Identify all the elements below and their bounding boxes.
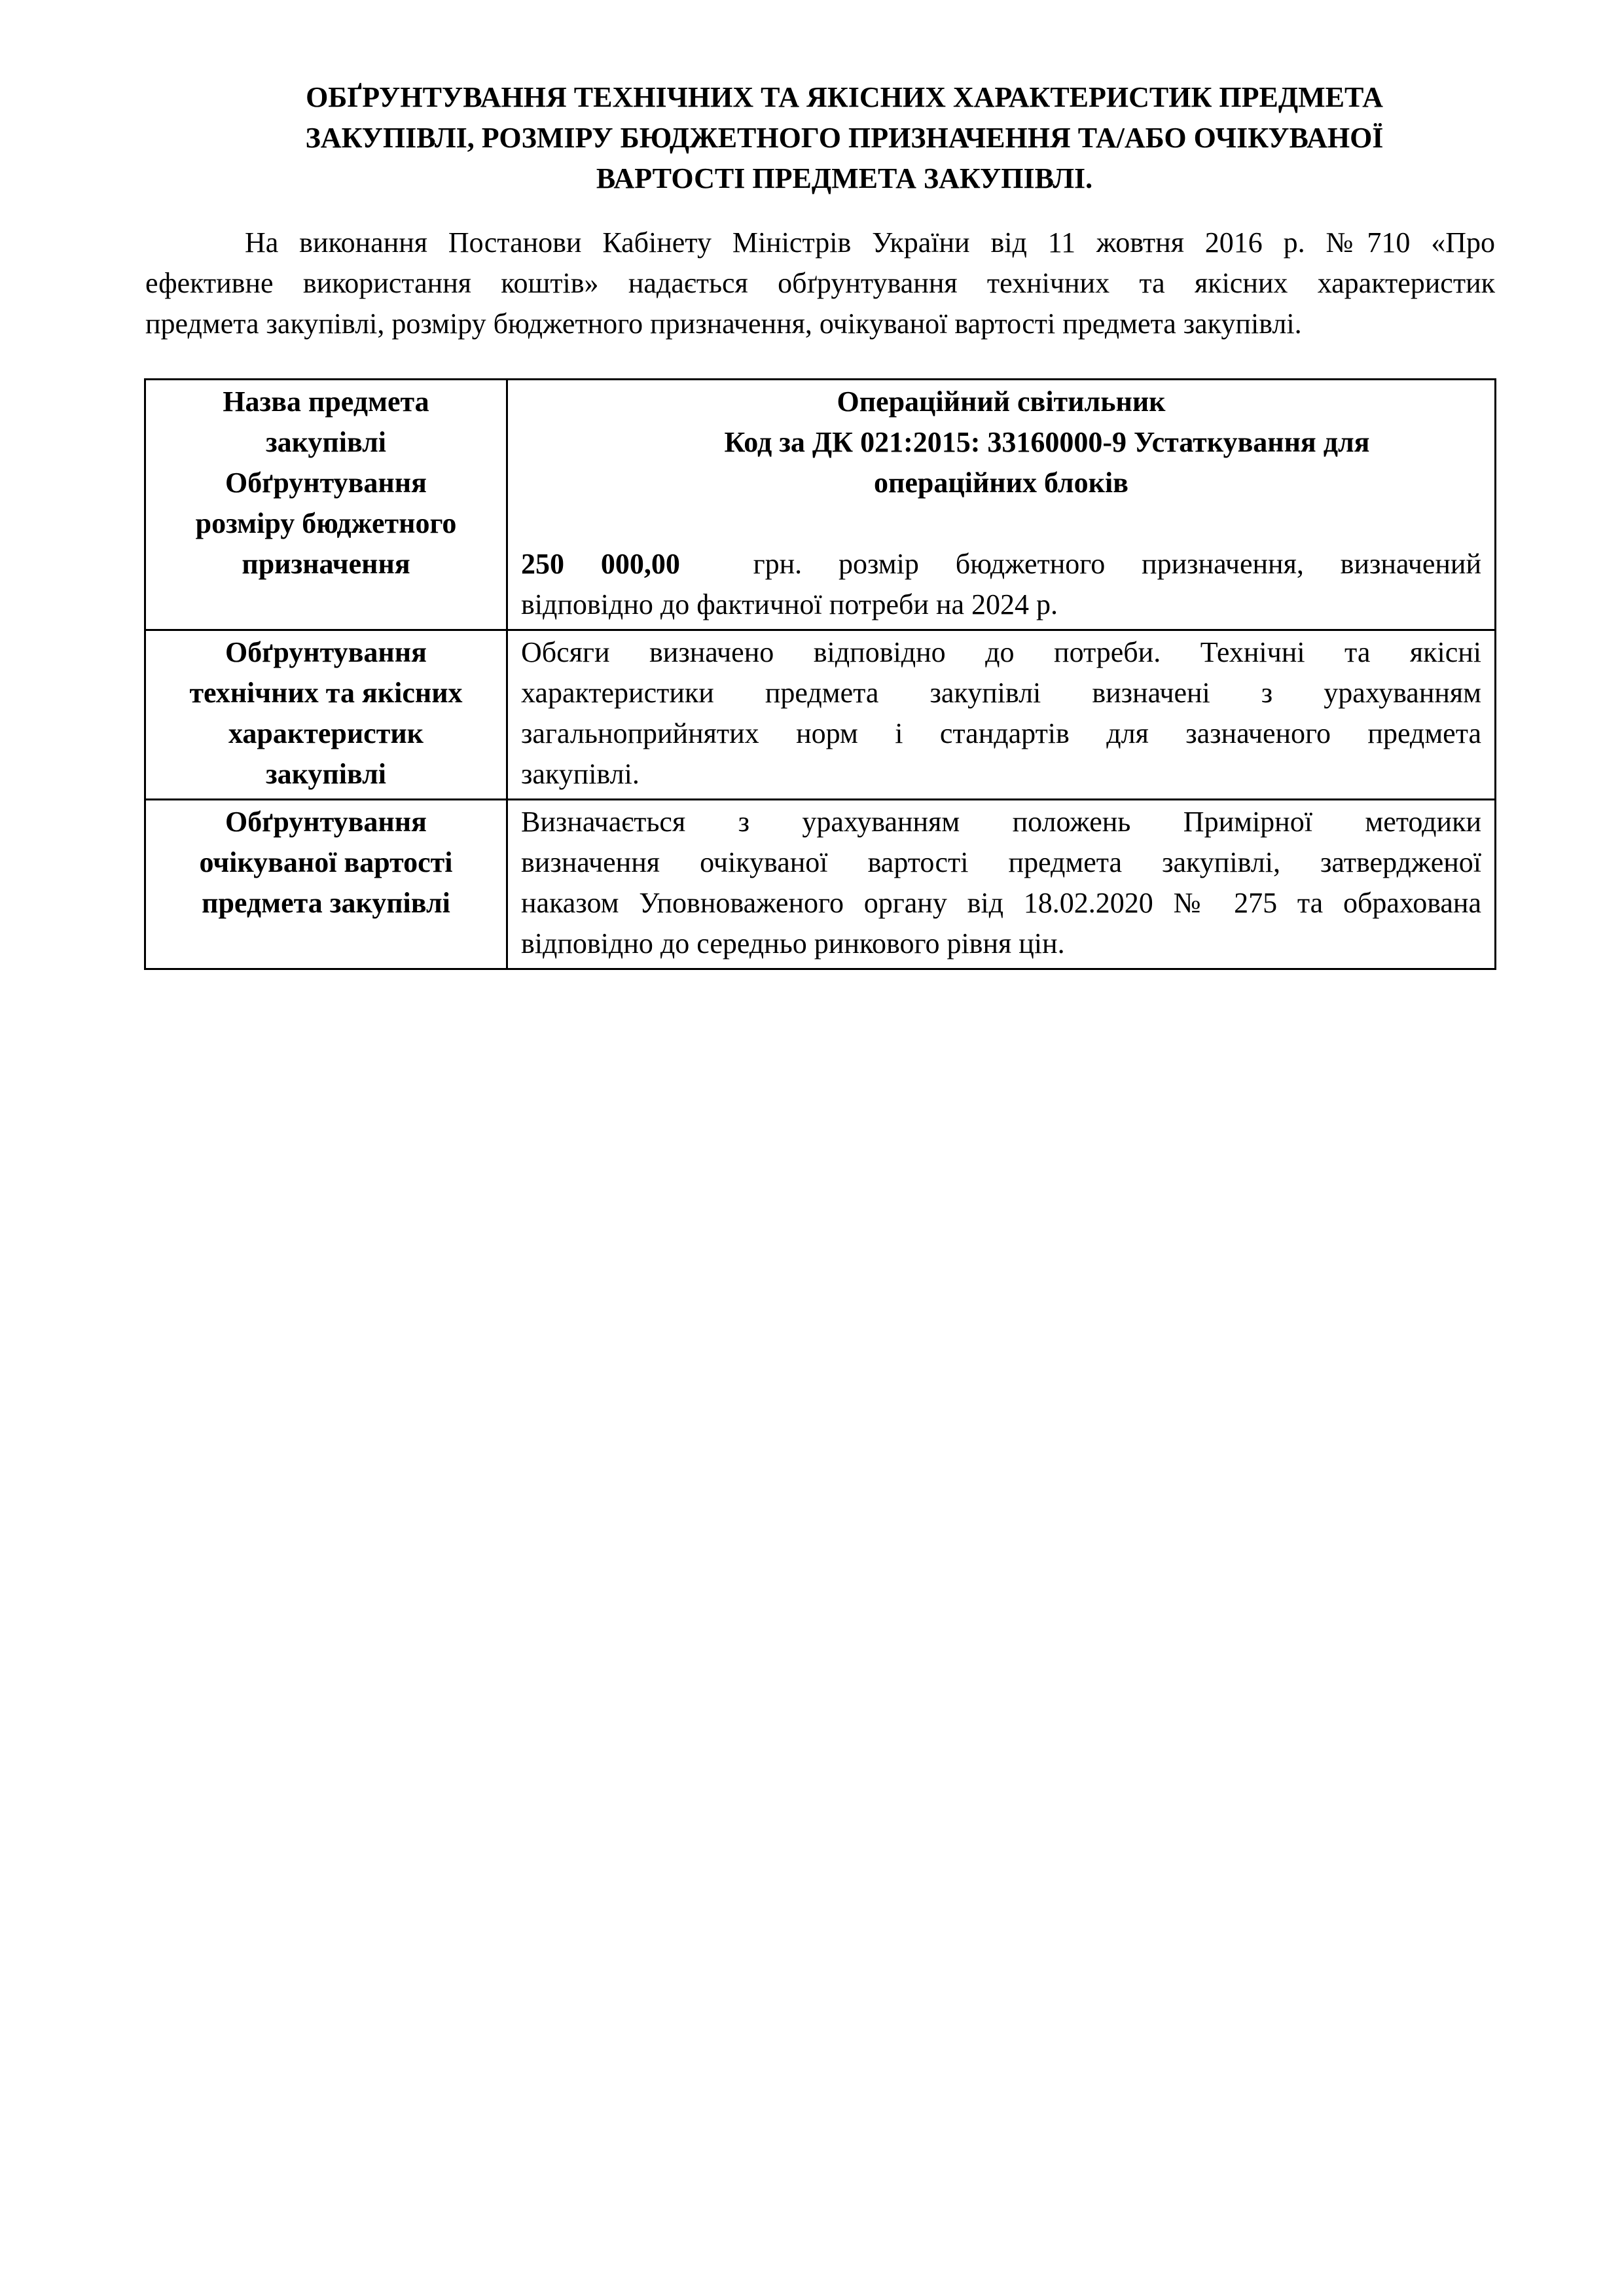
- label-line: характеристик: [228, 717, 424, 749]
- item-code-continued: операційних блоків: [874, 467, 1128, 499]
- label-cell: [145, 630, 507, 800]
- label-line: Назва предмета: [223, 386, 429, 418]
- budget-amount: 250 000,00: [521, 548, 680, 580]
- justification-table: [144, 378, 1496, 970]
- label-line: закупівлі: [265, 758, 387, 790]
- label-line: Обґрунтування: [225, 636, 427, 668]
- item-name: Операційний світильник: [837, 386, 1166, 418]
- title-line: ОБҐРУНТУВАННЯ ТЕХНІЧНИХ ТА ЯКІСНИХ ХАРАКТЕРИСТИК ПРЕДМЕТА: [306, 81, 1383, 113]
- text-line: характеристики предмета закупівлі визначені з урахуванням: [521, 677, 1481, 709]
- table-row-subject-budget: [145, 380, 1496, 630]
- document-title: [196, 77, 1492, 199]
- table-row-technical: [145, 630, 1496, 800]
- item-code: Код за ДК 021:2015: 33160000-9 Устаткування для: [724, 426, 1370, 458]
- intro-paragraph: [145, 223, 1495, 344]
- text-line: Обсяги визначено відповідно до потреби. Технічні та якісні: [521, 636, 1481, 668]
- label-cell: [145, 380, 507, 630]
- value-cell: [507, 800, 1496, 969]
- label-line: очікуваної вартості: [199, 846, 453, 878]
- value-cell: [507, 630, 1496, 800]
- label-line: предмета закупівлі: [202, 887, 450, 919]
- text-line: наказом Уповноваженого органу від 18.02.2020 № 275 та обрахована: [521, 887, 1481, 919]
- label-line: розміру бюджетного: [195, 507, 457, 539]
- label-line: закупівлі: [265, 426, 387, 458]
- title-line: ВАРТОСТІ ПРЕДМЕТА ЗАКУПІВЛІ.: [596, 162, 1093, 194]
- table-row-expected-cost: [145, 800, 1496, 969]
- text-line: загальноприйнятих норм і стандартів для зазначеного предмета: [521, 717, 1481, 749]
- label-line: Обґрунтування: [225, 467, 427, 499]
- title-line: ЗАКУПІВЛІ, РОЗМІРУ БЮДЖЕТНОГО ПРИЗНАЧЕННЯ ТА/АБО ОЧІКУВАНОЇ: [305, 122, 1384, 154]
- value-cell: [507, 380, 1496, 630]
- label-cell: [145, 800, 507, 969]
- budget-paragraph: [521, 544, 1481, 625]
- budget-line: відповідно до фактичної потреби на 2024 р.: [521, 588, 1058, 620]
- label-line: Обґрунтування: [225, 806, 427, 838]
- label-line: технічних та якісних: [189, 677, 463, 709]
- text-line: визначення очікуваної вартості предмета закупівлі, затвердженої: [521, 846, 1481, 878]
- label-line: призначення: [242, 548, 410, 580]
- budget-line: [521, 544, 1481, 584]
- text-line: відповідно до середньо ринкового рівня цін.: [521, 927, 1065, 960]
- item-heading: [521, 382, 1481, 503]
- budget-text: грн. розмір бюджетного призначення, визначений: [753, 548, 1481, 580]
- text-line: Визначається з урахуванням положень Примірної методики: [521, 806, 1481, 838]
- intro-line: На виконання Постанови Кабінету Міністрів України від 11 жовтня 2016 р. №710 «Про: [245, 226, 1495, 259]
- intro-line: ефективне використання коштів» надається обґрунтування технічних та якісних характеристик: [145, 267, 1495, 299]
- intro-line: предмета закупівлі, розміру бюджетного призначення, очікуваної вартості предмета закупівлі.: [145, 308, 1302, 340]
- text-line: закупівлі.: [521, 758, 640, 790]
